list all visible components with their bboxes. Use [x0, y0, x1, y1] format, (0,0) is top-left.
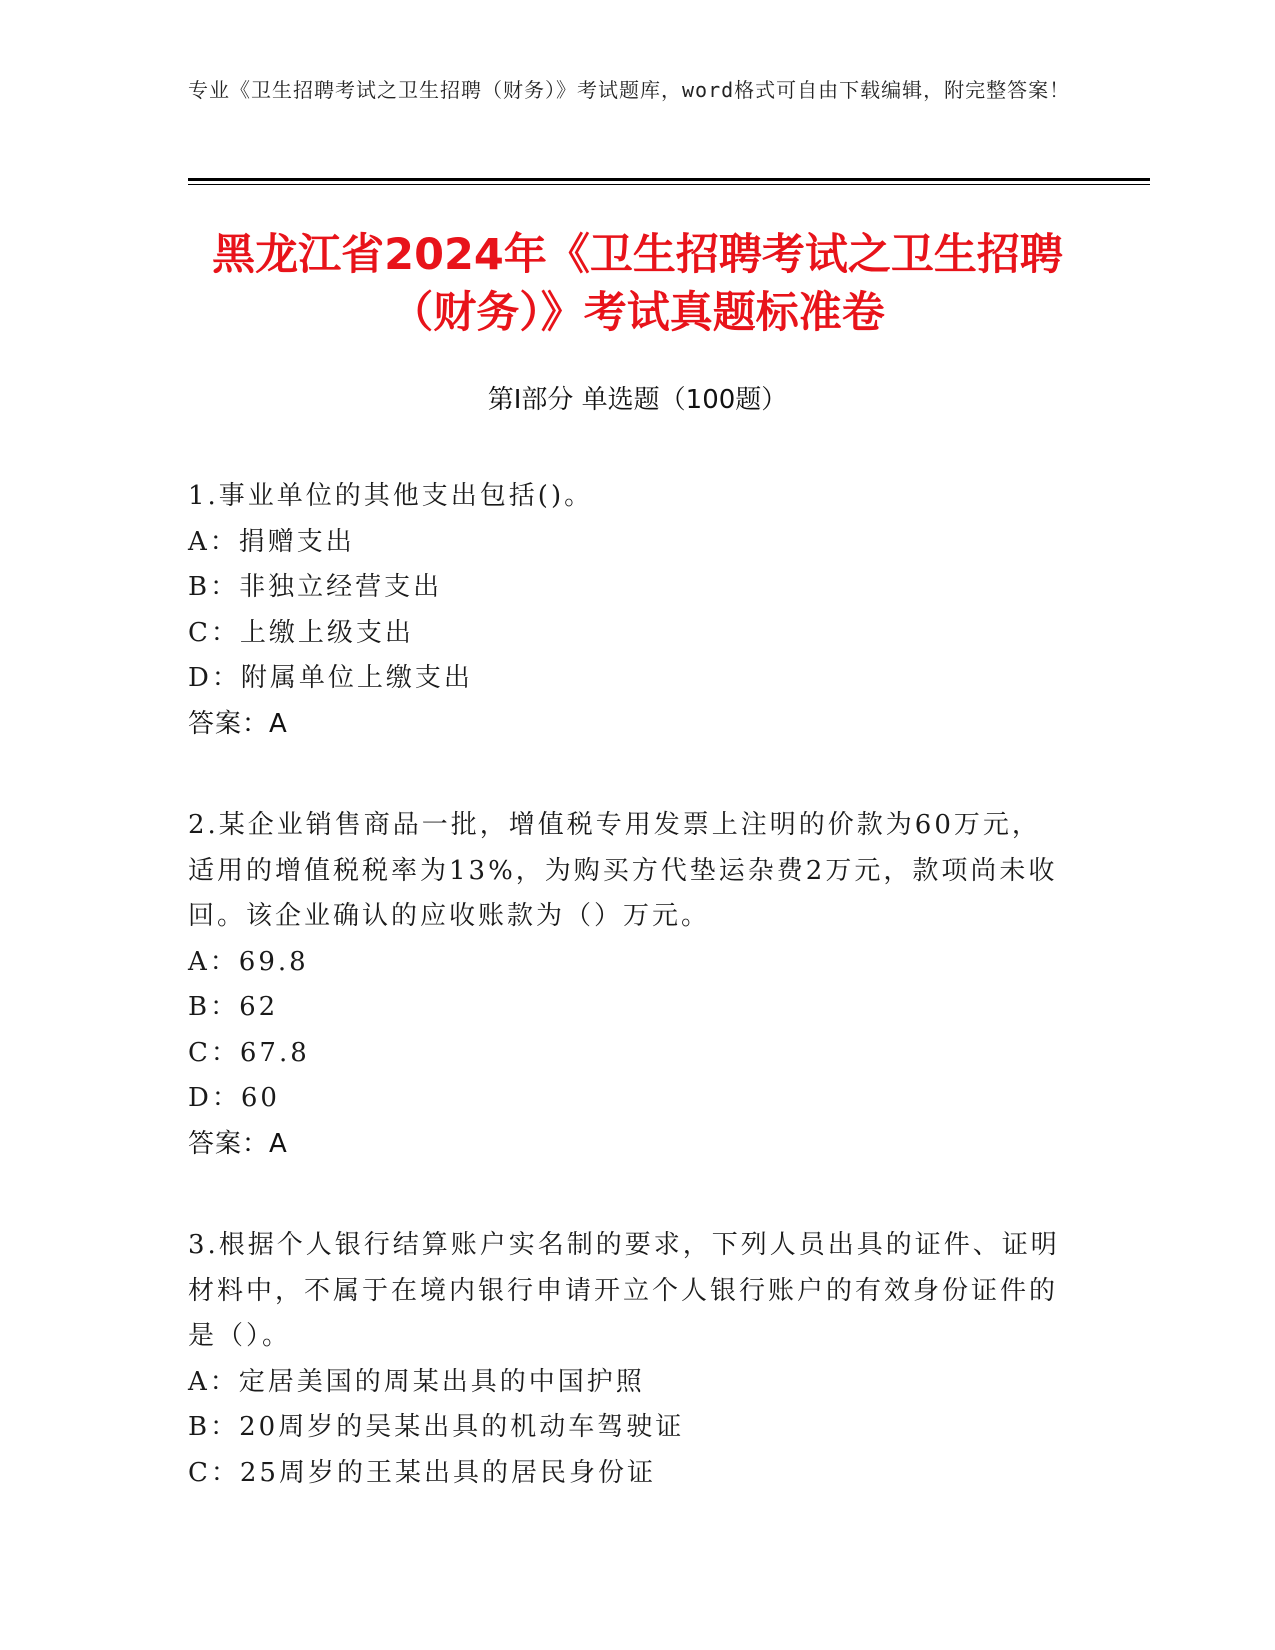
option-d: D：附属单位上缴支出 [188, 663, 473, 693]
option-c: C：上缴上级支出 [188, 617, 414, 648]
title-line-1: 黑龙江省2024年《卫生招聘考试之卫生招聘 [212, 230, 1063, 280]
option-a: A：69.8 [188, 946, 309, 977]
document-title [150, 226, 1125, 342]
question-1 [188, 474, 1068, 747]
question-3 [188, 1223, 1068, 1496]
question-2 [188, 803, 1068, 1167]
answer: 答案：A [188, 708, 288, 739]
option-c: C：25周岁的王某出具的居民身份证 [188, 1457, 656, 1488]
section-heading: 第Ⅰ部分 单选题（100题） [487, 385, 788, 415]
question-stem: 2.某企业销售商品一批，增值税专用发票上注明的价款为60万元，适用的增值税税率为13%，为购买方代垫运杂费2万元，款项尚未收回。该企业确认的应收账款为（）万元。 [188, 810, 1058, 931]
title-line-2: （财务）》考试真题标准卷 [390, 288, 885, 338]
question-stem: 3.根据个人银行结算账户实名制的要求，下列人员出具的证件、证明材料中，不属于在境内银行申请开立个人银行账户的有效身份证件的是（）。 [188, 1230, 1060, 1351]
option-b: B：62 [188, 992, 279, 1022]
option-b: B：非独立经营支出 [188, 572, 443, 602]
question-list [188, 474, 1068, 1552]
header-rule-thick [188, 178, 1150, 181]
question-stem: 1.事业单位的其他支出包括()。 [188, 481, 594, 511]
option-d: D：60 [188, 1083, 280, 1113]
option-a: A：定居美国的周某出具的中国护照 [188, 1366, 645, 1397]
header-rule-thin [188, 184, 1150, 185]
option-a: A：捐赠支出 [188, 526, 355, 557]
header-note: 专业《卫生招聘考试之卫生招聘（财务）》考试题库，word格式可自由下载编辑，附完整答案！ [188, 78, 1071, 102]
answer: 答案：A [188, 1128, 288, 1159]
option-c: C：67.8 [188, 1037, 310, 1068]
option-b: B：20周岁的吴某出具的机动车驾驶证 [188, 1412, 685, 1442]
